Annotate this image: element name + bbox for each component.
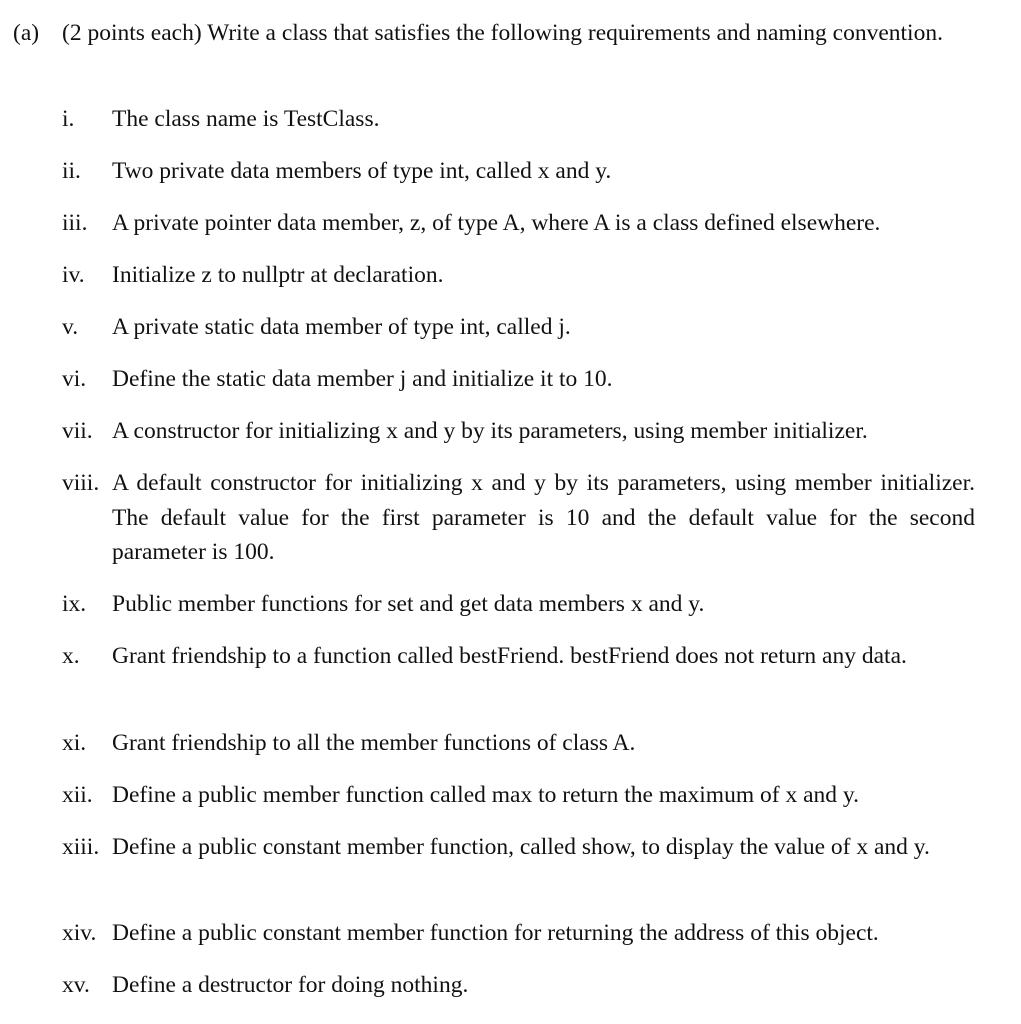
- list-item-number: vii.: [62, 418, 93, 444]
- list-item-number: xiv.: [62, 920, 97, 946]
- list-item: [62, 916, 975, 951]
- list-item-number: xv.: [62, 972, 90, 998]
- list-item-text: A default constructor for initializing x and y by its parameters, using member initializer. The default value for the first parameter is 10 and the default value for the second parameter is 100.: [112, 470, 975, 565]
- list-item-number: xii.: [62, 782, 93, 808]
- list-item-text: Define the static data member j and initialize it to 10.: [112, 366, 613, 392]
- list-item: [62, 466, 975, 570]
- list-item-text: Define a public constant member function, called show, to display the value of x and y.: [112, 834, 930, 860]
- list-item-number: ix.: [62, 591, 87, 617]
- list-item-text: Define a public member function called max to return the maximum of x and y.: [112, 782, 859, 808]
- list-item: [62, 258, 975, 293]
- question-label: (a): [13, 20, 40, 46]
- list-item-text: A private static data member of type int, called j.: [112, 314, 571, 340]
- list-item-number: viii.: [62, 470, 100, 496]
- list-item-number: xi.: [62, 730, 87, 756]
- list-item-number: i.: [62, 106, 75, 132]
- list-item-text: Grant friendship to a function called bestFriend. bestFriend does not return any data.: [112, 643, 907, 669]
- list-item-number: vi.: [62, 366, 87, 392]
- list-item: [62, 310, 975, 345]
- list-item: [62, 102, 975, 137]
- list-item-text: A constructor for initializing x and y by its parameters, using member initializer.: [112, 418, 868, 444]
- list-item-text: Initialize z to nullptr at declaration.: [112, 262, 444, 288]
- list-item-number: v.: [62, 314, 79, 340]
- list-item-number: x.: [62, 643, 80, 669]
- list-item-number: ii.: [62, 158, 81, 184]
- list-item: [62, 968, 975, 1003]
- list-item: [62, 778, 975, 813]
- list-item-text: Define a destructor for doing nothing.: [112, 972, 469, 998]
- list-item: [62, 154, 975, 189]
- list-item: [62, 587, 975, 622]
- question-header: [13, 16, 975, 50]
- list-item-number: iv.: [62, 262, 85, 288]
- list-item-text: The class name is TestClass.: [112, 106, 380, 132]
- list-item: [62, 639, 975, 674]
- list-item: [62, 206, 975, 241]
- list-item-text: Public member functions for set and get data members x and y.: [112, 591, 705, 617]
- list-item-text: A private pointer data member, z, of type A, where A is a class defined elsewhere.: [112, 210, 881, 236]
- list-item-number: xiii.: [62, 834, 100, 860]
- list-item-number: iii.: [62, 210, 88, 236]
- list-item: [62, 414, 975, 449]
- list-item-text: Define a public constant member function for returning the address of this object.: [112, 920, 879, 946]
- question-text: (2 points each) Write a class that satisfies the following requirements and naming convention.: [62, 20, 943, 46]
- list-item: [62, 362, 975, 397]
- list-item: [62, 726, 975, 761]
- list-item: [62, 830, 975, 865]
- list-item-text: Grant friendship to all the member functions of class A.: [112, 730, 636, 756]
- list-item-text: Two private data members of type int, called x and y.: [112, 158, 612, 184]
